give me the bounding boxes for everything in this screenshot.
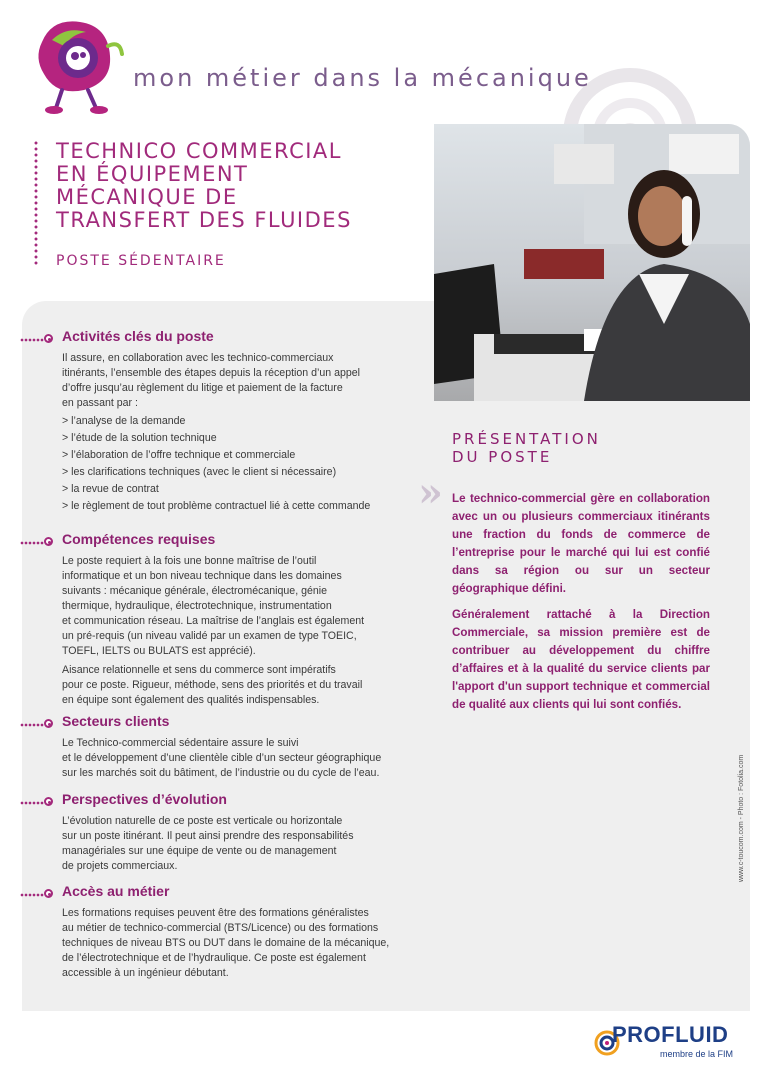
presentation-title-line: DU POSTE [452,448,553,466]
text-line: en équipe sont également des qualités indispensables. [62,694,320,706]
section-body [62,736,381,781]
bullet-dots [20,338,46,342]
photo-credit-wrap [738,754,768,889]
text-line: accessible à un ingénieur débutant. [62,967,229,979]
mascot-logo [22,12,126,116]
presentation-title-line: PRÉSENTATION [452,430,601,448]
photo-credit: www.c-toucom.com - Photo : Fotolia.com [738,754,745,882]
section-body [62,351,370,515]
list-item: > l’élaboration de l’offre technique et commerciale [62,449,296,461]
profluid-tagline: membre de la FIM [660,1049,734,1059]
job-subtitle: POSTE SÉDENTAIRE [56,253,226,269]
job-title-line: TRANSFERT DES FLUIDES [56,208,352,232]
bullet-dots [20,723,46,727]
text-line: de l’électrotechnique et de l’hydraulique. Ce poste est également [62,952,366,964]
section-body [62,814,354,874]
section-title: Activités clés du poste [62,328,214,344]
text-line: sur un poste itinérant. Il peut ainsi prendre des responsabilités [62,830,354,842]
text-line: suivants : mécanique générale, électromécanique, génie [62,585,328,597]
text-line: techniques de niveau BTS ou DUT dans le domaine de la mécanique, [62,937,390,949]
text-line: thermique, hydraulique, électrotechnique, instrumentation [62,600,332,612]
text-line: en passant par : [62,397,138,409]
text-line: Les formations requises peuvent être des formations généralistes [62,907,369,919]
list-item: > les clarifications techniques (avec le client si nécessaire) [62,466,337,478]
job-title-line: MÉCANIQUE DE [56,185,238,209]
text-line: de projets commerciaux. [62,860,178,872]
office-photo [434,124,750,401]
text-line: itinérants, l’ensemble des étapes depuis la réception d’un appel [62,367,360,379]
text-line: Le poste requiert à la fois une bonne maîtrise de l’outil [62,555,317,567]
bullet-ring-icon [44,719,53,728]
list-item: > la revue de contrat [62,483,159,495]
text-line: d’offre jusqu’au règlement du litige et paiement de la facture [62,382,343,394]
section-title: Compétences requises [62,531,216,547]
job-title-line: TECHNICO COMMERCIAL [56,139,342,163]
job-title [56,140,352,232]
bullet-ring-icon [44,334,53,343]
text-line: sur les marchés soit du bâtiment, de l’industrie ou du cycle de l’eau. [62,767,380,779]
text-line: un pré-requis (un niveau validé par un examen de type TOEIC, [62,630,357,642]
text-line: Aisance relationnelle et sens du commerce sont impératifs [62,664,336,676]
bullet-ring-icon [44,889,53,898]
header-title: mon métier dans la mécanique [133,64,592,92]
list-item: > l’étude de la solution technique [62,432,217,444]
section-body [62,554,364,708]
text-line: managériales sur une équipe de vente ou de management [62,845,337,857]
presentation-paragraph: Généralement rattaché à la Direction Commerciale, sa mission première est de contribuer au développement du chiffre d’affaires et à la qualité du service clients par l'apport d'un support technique et commercial de qualité aux clients qui lui sont confiés. [452,608,710,711]
text-line: pour ce poste. Rigueur, méthode, sens des priorités et du travail [62,679,363,691]
title-dotted-rule [34,140,38,266]
text-line: et communication réseau. La maîtrise de l’anglais est également [62,615,365,627]
text-line: Il assure, en collaboration avec les technico-commerciaux [62,352,334,364]
presentation-body [452,490,710,722]
photo-illustration [434,124,750,401]
presentation-title [452,430,601,466]
profluid-logo: PROFLUID [612,1022,729,1047]
bullet-dots [20,893,46,897]
presentation-paragraph: Le technico-commercial gère en collaboration avec un ou plusieurs commerciaux itinérants une fraction du fonds de commerce de l’entreprise pour le marché qui lui est confié dans sa région ou sur un secteur géographique défini. [452,492,710,595]
quote-icon: » [418,469,443,516]
list-item: > le règlement de tout problème contractuel lié à cette commande [62,500,371,512]
list-item: > l’analyse de la demande [62,415,186,427]
text-line: au métier de technico-commercial (BTS/Licence) ou des formations [62,922,379,934]
section-title: Perspectives d’évolution [62,791,227,807]
bullet-dots [20,801,46,805]
text-line: L’évolution naturelle de ce poste est verticale ou horizontale [62,815,343,827]
bullet-dots [20,541,46,545]
job-title-line: EN ÉQUIPEMENT [56,162,249,186]
section-body [62,906,389,981]
section-title: Accès au métier [62,883,170,899]
text-line: et le développement d’une clientèle cible d’un secteur géographique [62,752,382,764]
bullet-ring-icon [44,797,53,806]
text-line: informatique et un bon niveau technique dans les domaines [62,570,342,582]
section-title: Secteurs clients [62,713,170,729]
text-line: Le Technico-commercial sédentaire assure le suivi [62,737,299,749]
text-line: TOEFL, IELTS ou BULATS est apprécié). [62,645,256,657]
bullet-ring-icon [44,537,53,546]
